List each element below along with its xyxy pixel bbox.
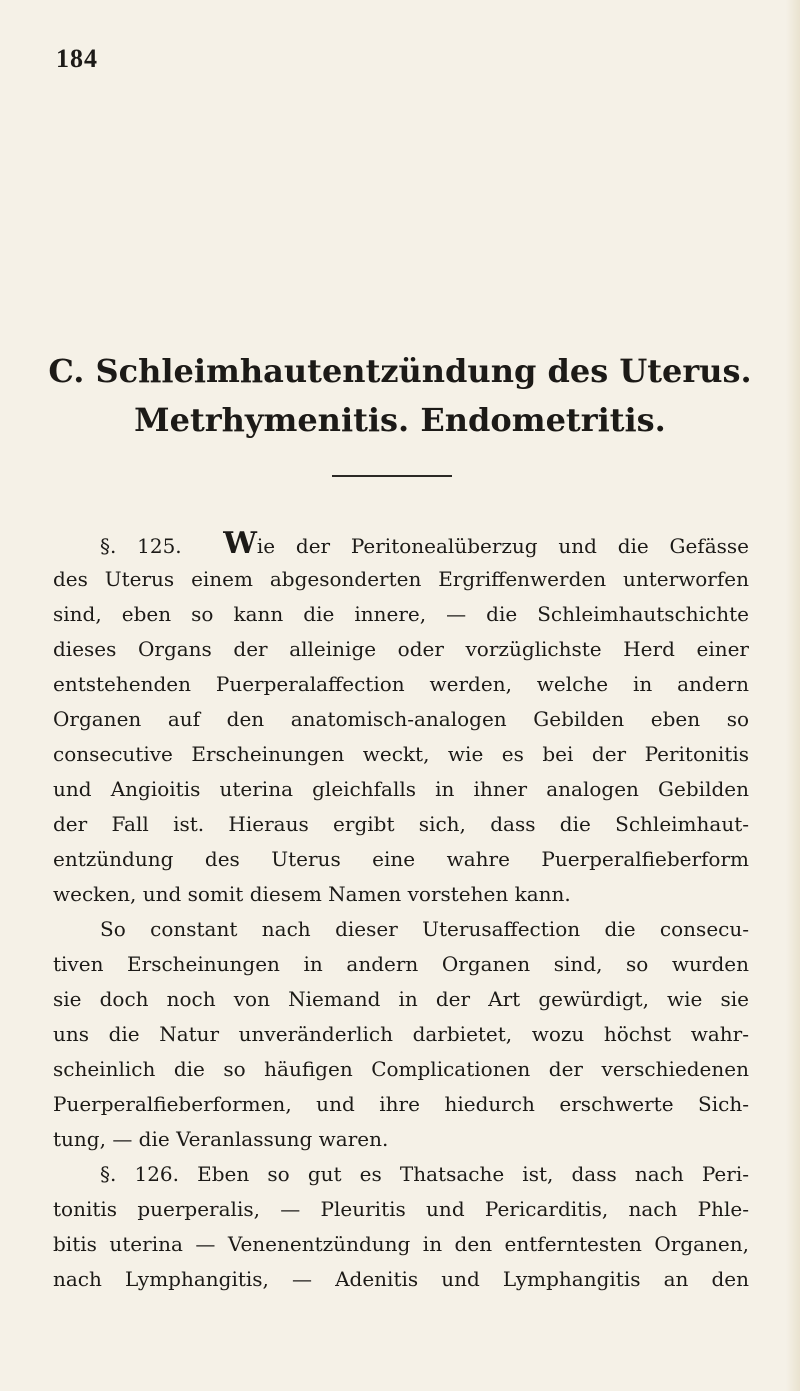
text-line: tonitis puerperalis, — Pleuritis und Pericarditis, nach Phle- [53,1197,749,1221]
drop-initial: W [223,526,257,561]
text-line: tung, — die Veranlassung waren. [53,1127,389,1151]
text-line: sie doch noch von Niemand in der Art gewürdigt, wie sie [53,987,749,1011]
text-line: dieses Organs der alleinige oder vorzüglichste Herd einer [53,637,749,661]
text-line: entstehenden Puerperalaffection werden, welche in andern [53,672,749,696]
text-line: bitis uterina — Venenentzündung in den entferntesten Organen, [53,1232,749,1256]
paragraph-1-line-1-text: ie der Peritonealüberzug und die Gefässe [256,534,749,558]
text-line: der Fall ist. Hieraus ergibt sich, dass die Schleimhaut- [53,812,749,836]
text-line: scheinlich die so häufigen Complicationen der verschiedenen [53,1057,749,1081]
text-line: tiven Erscheinungen in andern Organen sind, so wurden [53,952,749,976]
section-number: §. 125. [100,534,182,558]
paragraph-1-line-1 [100,526,749,561]
text-line: entzündung des Uterus eine wahre Puerperalfieberform [53,847,749,871]
text-line: nach Lymphangitis, — Adenitis und Lymphangitis an den [53,1267,749,1291]
section-heading-line-1: C. Schleimhautentzündung des Uterus. [48,352,752,390]
text-line: sind, eben so kann die innere, — die Schleimhautschichte [53,602,749,626]
text-line: und Angioitis uterina gleichfalls in ihner analogen Gebilden [53,777,749,801]
text-line: des Uterus einem abgesonderten Ergriffenwerden unterworfen [53,567,749,591]
text-line: consecutive Erscheinungen weckt, wie es bei der Peritonitis [53,742,749,766]
text-line: wecken, und somit diesem Namen vorstehen kann. [53,882,571,906]
page-number: 184 [56,44,98,73]
paragraph-3-line-1: §. 126. Eben so gut es Thatsache ist, dass nach Peri- [100,1162,749,1186]
text-line: Organen auf den anatomisch-analogen Gebilden eben so [53,707,749,731]
text-line: uns die Natur unveränderlich darbietet, wozu höchst wahr- [53,1022,749,1046]
text-line: Puerperalfieberformen, und ihre hiedurch erschwerte Sich- [53,1092,749,1116]
paragraph-2-line-1: So constant nach dieser Uterusaffection die consecu- [100,917,749,941]
section-heading-line-2: Metrhymenitis. Endometritis. [134,401,666,439]
heading-divider [332,475,452,477]
page-edge-shadow [786,0,800,1391]
